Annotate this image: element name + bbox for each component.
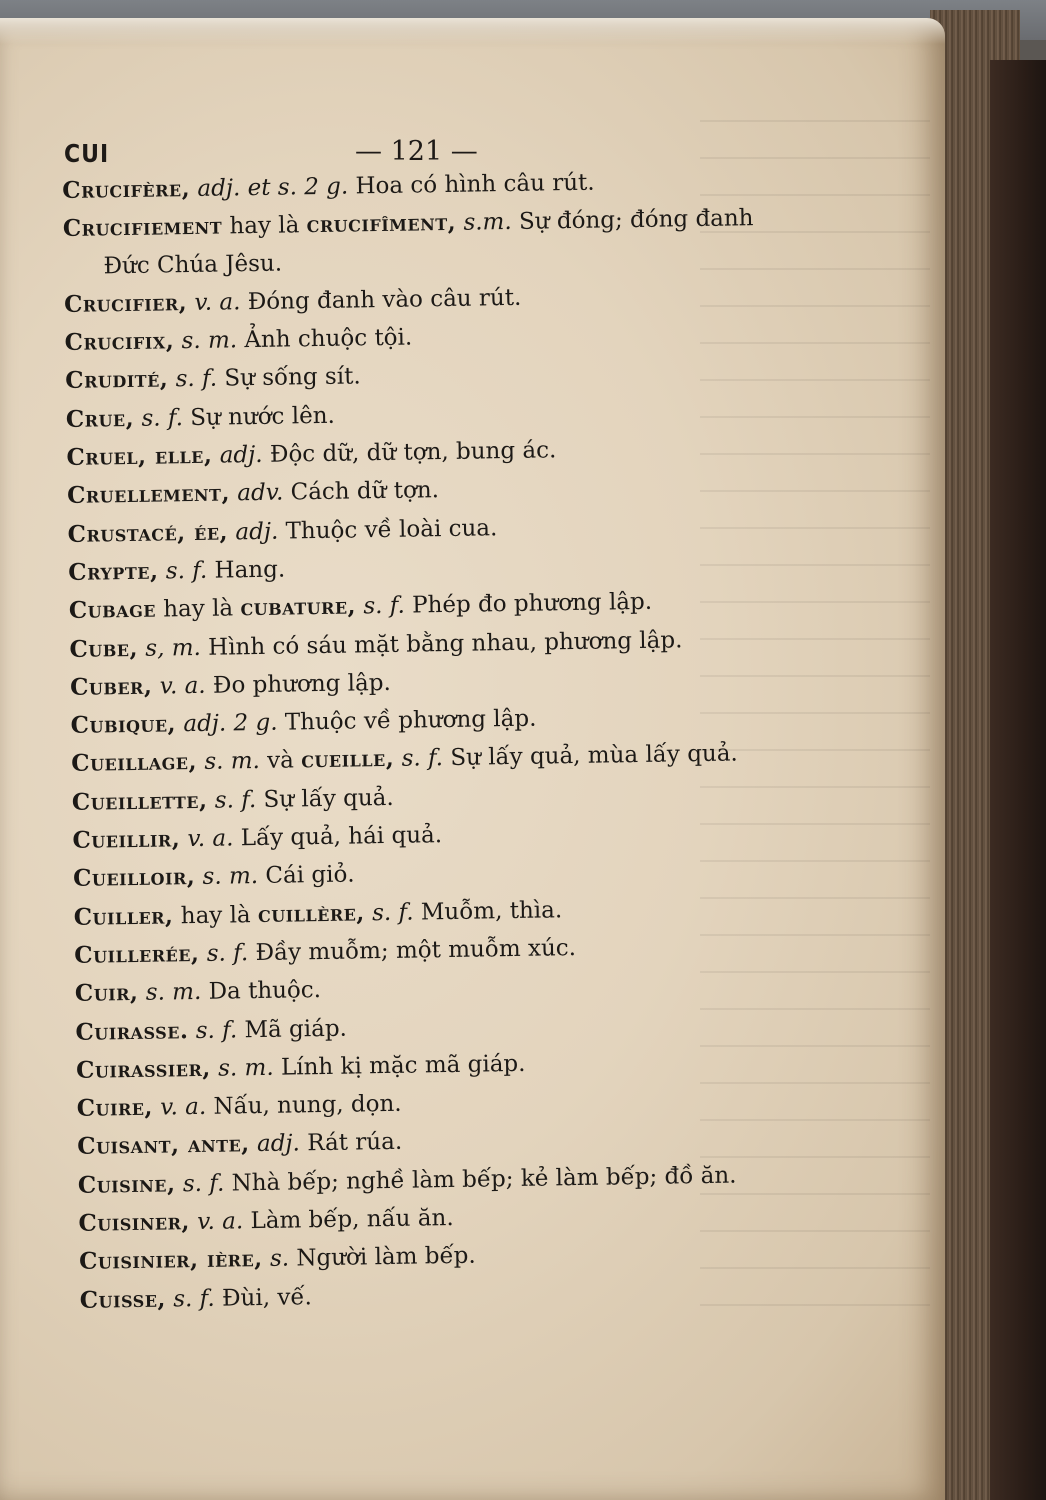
entry-headword: Cuisiner, [78, 1208, 191, 1237]
entry-grammar: s. f. [173, 1285, 215, 1312]
entry-headword: Cuiller, [73, 901, 174, 931]
entry-grammar: s. [269, 1245, 290, 1273]
entry-definition: Sự nước lên. [190, 402, 336, 431]
entry-definition: Cách dữ tợn. [290, 477, 440, 506]
entry-grammar: s. f. [195, 1016, 238, 1044]
page-top-highlight [0, 18, 945, 44]
entry-headword: Cuirassier, [75, 1054, 212, 1084]
entry-headword: Cueilloir, [72, 863, 196, 893]
entry-headword: Cruel, elle, [66, 441, 213, 472]
entry-definition: Hình có sáu mặt bằng nhau, phương lập. [207, 626, 683, 661]
entry-headword: Cruellement, [66, 479, 231, 510]
entry-headword: Cuire, [76, 1093, 154, 1123]
entry-grammar: v. a. [187, 825, 234, 853]
entry-definition: Lính kị mặc mã giáp. [280, 1050, 526, 1081]
entry-grammar: s. m. [202, 863, 259, 891]
entry-grammar: s.m. [463, 209, 512, 236]
entry-headword: Cuirasse. [75, 1016, 189, 1046]
entry-definition: Thuộc về loài cua. [285, 514, 498, 545]
entry-headword: Cuisine, [77, 1170, 176, 1199]
entry-grammar: s. f. [141, 404, 184, 432]
entry-list [62, 161, 780, 1320]
entry-headword: Crucifiement [62, 212, 223, 243]
entry-connector: hay là [163, 595, 234, 623]
entry-grammar: v. a. [197, 1208, 244, 1236]
entry-definition: Sự lấy quả, mùa lấy quả. [450, 740, 738, 772]
entry-definition: Hoa có hình câu rút. [355, 169, 595, 200]
entry-definition: Đóng đanh vào câu rút. [247, 284, 522, 315]
entry-grammar: s. m. [145, 979, 202, 1007]
entry-grammar: v. a. [159, 672, 206, 700]
entry-definition: Đo phương lập. [212, 669, 391, 699]
entry-variant-headword: cubature, [240, 592, 357, 622]
entry-headword: Cuber, [69, 672, 153, 701]
entry-definition: Mã giáp. [244, 1015, 348, 1043]
entry-headword: Cuisse, [79, 1285, 167, 1314]
entry-grammar: adj. [219, 441, 263, 469]
entry-variant-headword: cueille, [300, 745, 395, 774]
entry-headword: Cueillage, [71, 748, 198, 778]
entry-headword: Cuisinier, ière, [78, 1245, 263, 1276]
entry-headword: Crustacé, ée, [67, 518, 229, 548]
entry-definition: Ảnh chuộc tội. [244, 324, 413, 354]
entry-headword: Cuillerée, [74, 939, 200, 969]
entry-grammar: s. f. [182, 1170, 225, 1197]
entry-continuation: Đức Chúa Jêsu. [103, 250, 283, 279]
entry-grammar: v. a. [194, 289, 241, 316]
entry-grammar: adj. 2 g. [183, 709, 278, 738]
entry-grammar: s. m. [181, 327, 238, 355]
entry-grammar: s. f. [401, 745, 444, 773]
entry-headword: Cubage [68, 595, 157, 625]
entry-definition: Nhà bếp; nghề làm bếp; kẻ làm bếp; đồ ăn. [231, 1162, 737, 1197]
running-head-word: CUI [64, 140, 110, 169]
book-cover-edge [990, 60, 1046, 1500]
entry-headword: Crucifix, [64, 327, 175, 357]
entry-grammar: s. m. [217, 1054, 274, 1082]
entry-definition: Đùi, vế. [221, 1283, 312, 1312]
entry-definition: Da thuộc. [208, 977, 322, 1006]
entry-definition: Người làm bếp. [296, 1242, 476, 1272]
entry-definition: Đầy muỗm; một muỗm xúc. [255, 934, 577, 966]
entry-headword: Cuisant, ante, [77, 1130, 250, 1161]
entry-grammar: s. f. [165, 557, 208, 585]
entry-headword: Crucifier, [63, 288, 188, 318]
entry-definition: Cái giỏ. [265, 861, 355, 890]
entry-connector: và [266, 747, 295, 775]
entry-grammar: adj. [235, 518, 279, 545]
entry-headword: Crudité, [65, 365, 169, 395]
entry-connector: hay là [180, 901, 251, 929]
entry-headword: Cueillir, [72, 825, 181, 854]
entry-variant-headword: crucifîment, [306, 209, 457, 239]
entry-headword: Cubique, [70, 710, 177, 740]
entry-variant-headword: cuillère, [257, 898, 366, 928]
entry-grammar: s, m. [145, 634, 202, 662]
entry-definition: Sự đóng; đóng đanh [518, 205, 754, 236]
entry-definition: Lấy quả, hái quả. [240, 822, 443, 852]
entry-grammar: s. f. [363, 592, 406, 620]
entry-grammar: v. a. [160, 1093, 207, 1121]
entry-grammar: s. f. [206, 940, 249, 967]
entry-grammar: s. f. [371, 899, 414, 926]
entry-connector: hay là [229, 212, 300, 240]
entry-grammar: s. f. [175, 366, 218, 393]
entry-definition: Thuộc về phương lập. [284, 705, 537, 736]
entry-headword: Cube, [69, 634, 139, 663]
entry-definition: Độc dữ, dữ tợn, bung ác. [269, 437, 557, 468]
entry-grammar: adj. [256, 1130, 301, 1158]
entry-headword: Cueillette, [71, 786, 208, 816]
entry-headword: Cuir, [74, 979, 139, 1008]
entry-headword: Crue, [65, 404, 135, 433]
entry-definition: Phép đo phương lập. [411, 589, 653, 619]
entry-definition: Sự lấy quả. [263, 784, 394, 813]
entry-headword: Crypte, [68, 557, 159, 586]
entry-definition: Muỗm, thìa. [420, 896, 563, 926]
page-number: — 121 — [355, 136, 478, 167]
entry-definition: Sự sống sít. [224, 363, 361, 392]
entry-grammar: adv. [237, 479, 284, 507]
entry-definition: Làm bếp, nấu ăn. [250, 1204, 454, 1235]
entry-headword: Crucifère, [62, 174, 191, 204]
entry-grammar: adj. et s. 2 g. [197, 173, 349, 202]
entry-grammar: s. m. [204, 748, 261, 776]
entry-grammar: s. f. [214, 786, 257, 814]
entry-definition: Nấu, nung, dọn. [213, 1090, 402, 1120]
entry-definition: Rát rúa. [307, 1129, 403, 1157]
entry-definition: Hang. [214, 556, 286, 584]
